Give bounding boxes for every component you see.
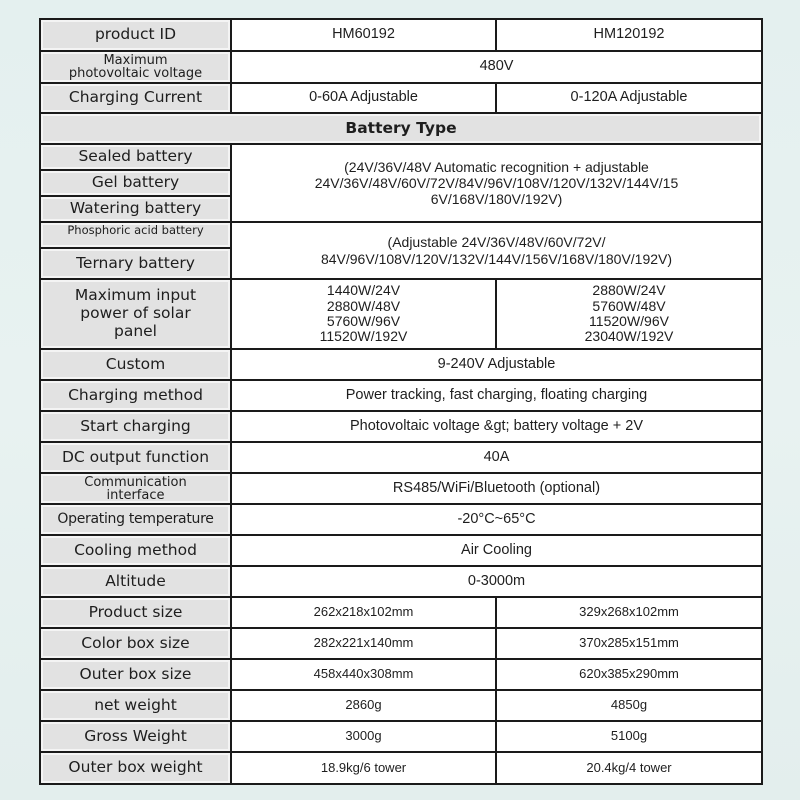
table-row-custom	[40, 349, 762, 380]
label-outer-box-size: Outer box size	[40, 659, 231, 690]
value-line: 11520W/192V	[319, 328, 408, 345]
table-row-start-charging	[40, 411, 762, 442]
table-row-product-id	[40, 19, 762, 51]
spec-table	[39, 18, 763, 785]
value-product-size-1: 262x218x102mm	[231, 597, 496, 628]
label-custom: Custom	[40, 349, 231, 380]
label-gel-battery: Gel battery	[40, 170, 231, 196]
label-line: photovoltaic voltage	[68, 66, 203, 81]
value-altitude: 0-3000m	[231, 566, 762, 597]
value-line: 11520W/96V	[589, 313, 669, 329]
table-row-sealed-battery	[40, 144, 762, 170]
label-outer-box-weight: Outer box weight	[40, 752, 231, 784]
label-gross-weight: Gross Weight	[40, 721, 231, 752]
model-2-id: HM120192	[496, 19, 762, 51]
table-row-max-input-power	[40, 279, 762, 349]
value-start-charging: Photovoltaic voltage &gt; battery voltage + 2V	[231, 411, 762, 442]
value-battery-group-2	[231, 222, 762, 279]
value-line: 2880W/48V	[326, 297, 401, 314]
label-product-id: product ID	[40, 19, 231, 51]
value-max-input-power-1	[231, 279, 496, 349]
value-outer-box-size-2: 620x385x290mm	[496, 659, 762, 690]
label-cooling-method: Cooling method	[40, 535, 231, 566]
value-gross-weight-1: 3000g	[231, 721, 496, 752]
value-outer-box-weight-2: 20.4kg/4 tower	[496, 752, 762, 784]
table-row-net-weight	[40, 690, 762, 721]
value-color-box-size-1: 282x221x140mm	[231, 628, 496, 659]
value-outer-box-weight-1: 18.9kg/6 tower	[231, 752, 496, 784]
label-altitude: Altitude	[40, 566, 231, 597]
table-row-phosphoric-battery	[40, 222, 762, 248]
table-row-charging-method	[40, 380, 762, 411]
label-charging-method: Charging method	[40, 380, 231, 411]
label-net-weight: net weight	[40, 690, 231, 721]
value-charging-current-1: 0-60A Adjustable	[231, 83, 496, 113]
label-operating-temperature: Operating temperature	[40, 504, 231, 535]
table-row-outer-box-weight	[40, 752, 762, 784]
table-row-charging-current	[40, 83, 762, 113]
value-line: 23040W/192V	[584, 328, 674, 345]
label-max-input-power	[40, 279, 231, 349]
label-line: Communication	[84, 474, 187, 490]
label-line: power of solar	[80, 304, 191, 323]
label-line: panel	[113, 321, 157, 340]
label-product-size: Product size	[40, 597, 231, 628]
value-line: (Adjustable 24V/36V/48V/60V/72V/	[387, 234, 606, 251]
table-row-color-box-size	[40, 628, 762, 659]
value-line: 1440W/24V	[326, 282, 401, 299]
value-cooling-method: Air Cooling	[231, 535, 762, 566]
label-phosphoric-acid-battery: Phosphoric acid battery	[40, 222, 231, 248]
label-ternary-battery: Ternary battery	[40, 248, 231, 279]
value-line: 5760W/96V	[326, 313, 401, 329]
value-battery-group-1	[231, 144, 762, 222]
value-line: 2880W/24V	[592, 282, 666, 299]
value-max-input-power-2	[496, 279, 762, 349]
value-line: (24V/36V/48V Automatic recognition + adjustable	[344, 158, 649, 175]
table-row-gross-weight	[40, 721, 762, 752]
table-row-cooling-method	[40, 535, 762, 566]
value-charging-method: Power tracking, fast charging, floating charging	[231, 380, 762, 411]
value-outer-box-size-1: 458x440x308mm	[231, 659, 496, 690]
label-sealed-battery: Sealed battery	[40, 144, 231, 170]
value-communication: RS485/WiFi/Bluetooth (optional)	[231, 473, 762, 504]
value-line: 5760W/48V	[592, 297, 666, 314]
label-dc-output: DC output function	[40, 442, 231, 473]
label-line: Maximum	[103, 53, 168, 68]
value-net-weight-2: 4850g	[496, 690, 762, 721]
label-charging-current: Charging Current	[40, 83, 231, 113]
table-row-altitude	[40, 566, 762, 597]
label-max-pv-voltage	[40, 51, 231, 83]
value-line: 6V/168V/180V/192V)	[430, 191, 563, 208]
value-dc-output: 40A	[231, 442, 762, 473]
value-product-size-2: 329x268x102mm	[496, 597, 762, 628]
section-battery-type: Battery Type	[40, 113, 762, 144]
value-line: 24V/36V/48V/60V/72V/84V/96V/108V/120V/132V/144V/15	[314, 174, 679, 191]
value-net-weight-1: 2860g	[231, 690, 496, 721]
table-row-operating-temperature	[40, 504, 762, 535]
label-line: interface	[106, 487, 165, 503]
label-watering-battery: Watering battery	[40, 196, 231, 222]
table-row-max-pv-voltage	[40, 51, 762, 83]
table-row-communication	[40, 473, 762, 504]
table-row-battery-type-header	[40, 113, 762, 144]
value-charging-current-2: 0-120A Adjustable	[496, 83, 762, 113]
label-line: Maximum input	[74, 286, 197, 305]
value-gross-weight-2: 5100g	[496, 721, 762, 752]
value-color-box-size-2: 370x285x151mm	[496, 628, 762, 659]
value-max-pv-voltage: 480V	[231, 51, 762, 83]
model-1-id: HM60192	[231, 19, 496, 51]
value-line: 84V/96V/108V/120V/132V/144V/156V/168V/180V/192V)	[320, 250, 673, 267]
table-row-product-size	[40, 597, 762, 628]
label-communication	[40, 473, 231, 504]
value-custom: 9-240V Adjustable	[231, 349, 762, 380]
label-color-box-size: Color box size	[40, 628, 231, 659]
value-operating-temperature: -20°C~65°C	[231, 504, 762, 535]
table-row-outer-box-size	[40, 659, 762, 690]
label-start-charging: Start charging	[40, 411, 231, 442]
table-row-dc-output	[40, 442, 762, 473]
